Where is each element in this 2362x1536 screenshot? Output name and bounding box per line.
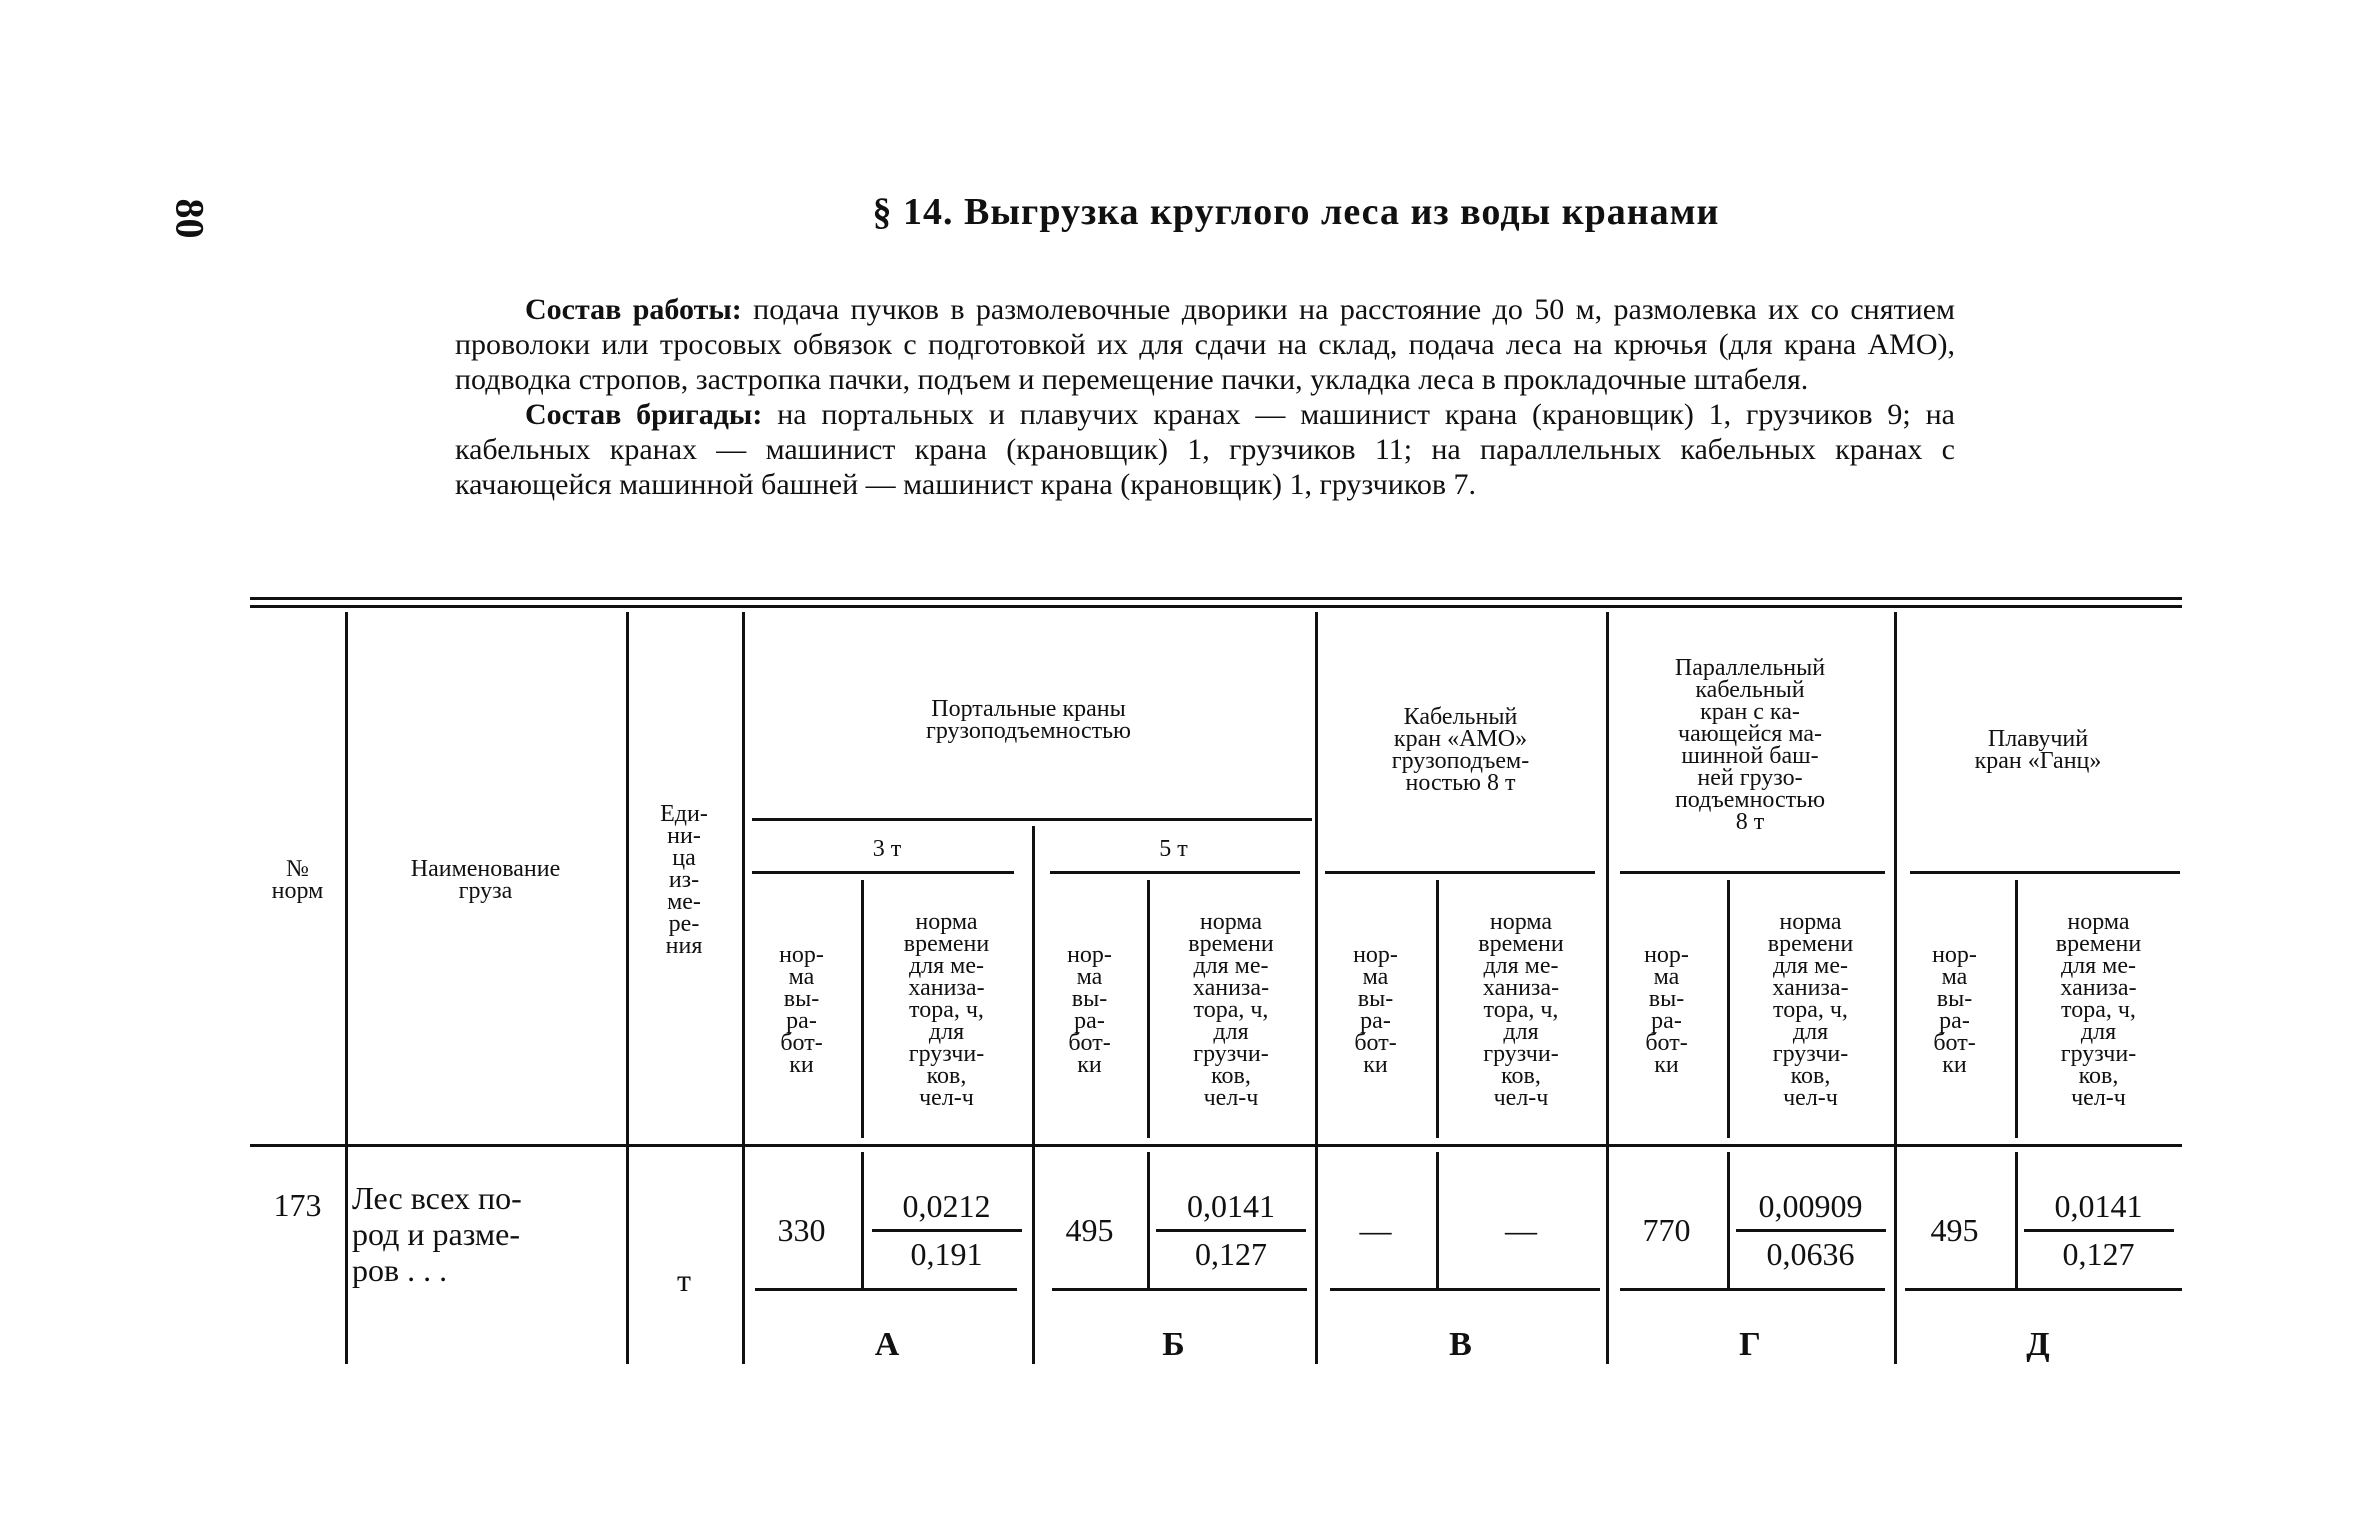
workers-time: 0,127 xyxy=(2062,1235,2135,1272)
time-value: — xyxy=(1505,1212,1537,1248)
mechanic-time: 0,0141 xyxy=(2054,1187,2143,1224)
header-time: норма времени для ме- ханиза- тора, ч, для грузчи- ков, чел-ч xyxy=(903,909,990,1111)
row-name: Лес всех по- род и разме- ров . . . xyxy=(352,1180,522,1288)
divider xyxy=(1905,1288,2182,1291)
workers-time: 0,127 xyxy=(1195,1235,1267,1272)
output-value: 330 xyxy=(777,1212,826,1248)
divider xyxy=(1330,1288,1600,1291)
intro-text xyxy=(455,292,1955,502)
header-bottom-rule xyxy=(250,1144,2182,1147)
mechanic-time: 0,0141 xyxy=(1187,1187,1275,1224)
row-num: 173 xyxy=(273,1187,322,1223)
divider xyxy=(1050,871,1300,874)
output-value: 495 xyxy=(1065,1212,1114,1248)
header-portal: Портальные краны грузоподъемностью xyxy=(926,696,1131,744)
section-title: § 14. Выгрузка круглого леса из воды кранами xyxy=(872,191,1720,233)
fraction-bar xyxy=(1736,1229,1886,1232)
header-time: норма времени для ме- ханиза- тора, ч, для грузчи- ков, чел-ч xyxy=(1188,909,1274,1111)
header-unit: Еди- ни- ца из- ме- ре- ния xyxy=(660,801,708,959)
header-num: № норм xyxy=(271,856,324,904)
header-cable: Кабельный кран «АМО» грузоподъем- ностью 8 т xyxy=(1391,704,1530,796)
column-letter: В xyxy=(1449,1326,1472,1363)
time-fraction xyxy=(1147,1180,1315,1280)
time-fraction xyxy=(1727,1180,1894,1280)
column-letter: А xyxy=(874,1326,900,1363)
header-time: норма времени для ме- ханиза- тора, ч, для грузчи- ков, чел-ч xyxy=(2055,909,2142,1111)
work-composition xyxy=(455,292,1955,397)
fraction-bar xyxy=(1156,1229,1306,1232)
table-top-rule xyxy=(250,597,2182,600)
column-letter: Б xyxy=(1162,1326,1185,1363)
divider xyxy=(626,612,629,1364)
workers-time: 0,191 xyxy=(910,1235,983,1272)
header-3t: 3 т xyxy=(872,835,902,862)
crew-label: Состав бригады: xyxy=(525,398,763,431)
crew-composition xyxy=(455,397,1955,502)
header-output: нор- ма вы- ра- бот- ки xyxy=(779,942,824,1078)
header-time: норма времени для ме- ханиза- тора, ч, для грузчи- ков, чел-ч xyxy=(1478,909,1564,1111)
header-name: Наименование груза xyxy=(410,856,561,904)
work-text: подача пучков в размолевочные дворики на расстояние до 50 м, размолевка их со снятием проволоки или тросовых обвязок с подготовкой их для сдачи на склад, подача леса на крючья (для крана АМО), подводка стропов, застропка пачки, подъем и перемещение пачки, укладка леса в прокладочные штабеля. xyxy=(455,293,1955,396)
header-5t: 5 т xyxy=(1159,835,1188,862)
header-output: нор- ма вы- ра- бот- ки xyxy=(1932,942,1977,1078)
divider xyxy=(1325,871,1595,874)
row-unit: т xyxy=(677,1262,691,1298)
divider xyxy=(755,1288,1017,1291)
column-letter: Д xyxy=(2026,1326,2050,1363)
header-output: нор- ма вы- ра- бот- ки xyxy=(1644,942,1689,1078)
divider xyxy=(1910,871,2180,874)
time-fraction xyxy=(2015,1180,2182,1280)
output-value: 495 xyxy=(1930,1212,1979,1248)
crew-text: на портальных и плавучих кранах — машинист крана (крановщик) 1, грузчиков 9; на кабельных кранах — машинист крана (крановщик) 1, грузчиков 11; на параллельных кабельных кранах с качающейся машинной башней — машинист крана (крановщик) 1, грузчиков 7. xyxy=(455,398,1955,501)
output-value: — xyxy=(1359,1212,1392,1248)
workers-time: 0,0636 xyxy=(1766,1235,1855,1272)
header-time: норма времени для ме- ханиза- тора, ч, для грузчи- ков, чел-ч xyxy=(1767,909,1854,1111)
divider xyxy=(1620,871,1885,874)
mechanic-time: 0,00909 xyxy=(1758,1187,1863,1224)
fraction-bar xyxy=(872,1229,1022,1232)
column-letter: Г xyxy=(1739,1326,1761,1363)
work-label: Состав работы: xyxy=(525,293,742,326)
header-output: нор- ма вы- ра- бот- ки xyxy=(1067,942,1112,1078)
output-value: 770 xyxy=(1642,1212,1691,1248)
header-floating: Плавучий кран «Ганц» xyxy=(1974,726,2102,774)
time-fraction xyxy=(861,1180,1032,1280)
divider xyxy=(1620,1288,1885,1291)
header-parallel: Параллельный кабельный кран с ка- чающейся ма- шинной баш- ней грузо- подъемностью 8 т xyxy=(1674,655,1826,835)
divider xyxy=(345,612,348,1364)
fraction-bar xyxy=(2024,1229,2174,1232)
page-number: 80 xyxy=(167,198,213,239)
table-top-rule xyxy=(250,605,2182,608)
mechanic-time: 0,0212 xyxy=(902,1187,991,1224)
divider xyxy=(752,871,1014,874)
header-output: нор- ма вы- ра- бот- ки xyxy=(1353,942,1398,1078)
divider xyxy=(752,818,1312,821)
divider xyxy=(1052,1288,1307,1291)
